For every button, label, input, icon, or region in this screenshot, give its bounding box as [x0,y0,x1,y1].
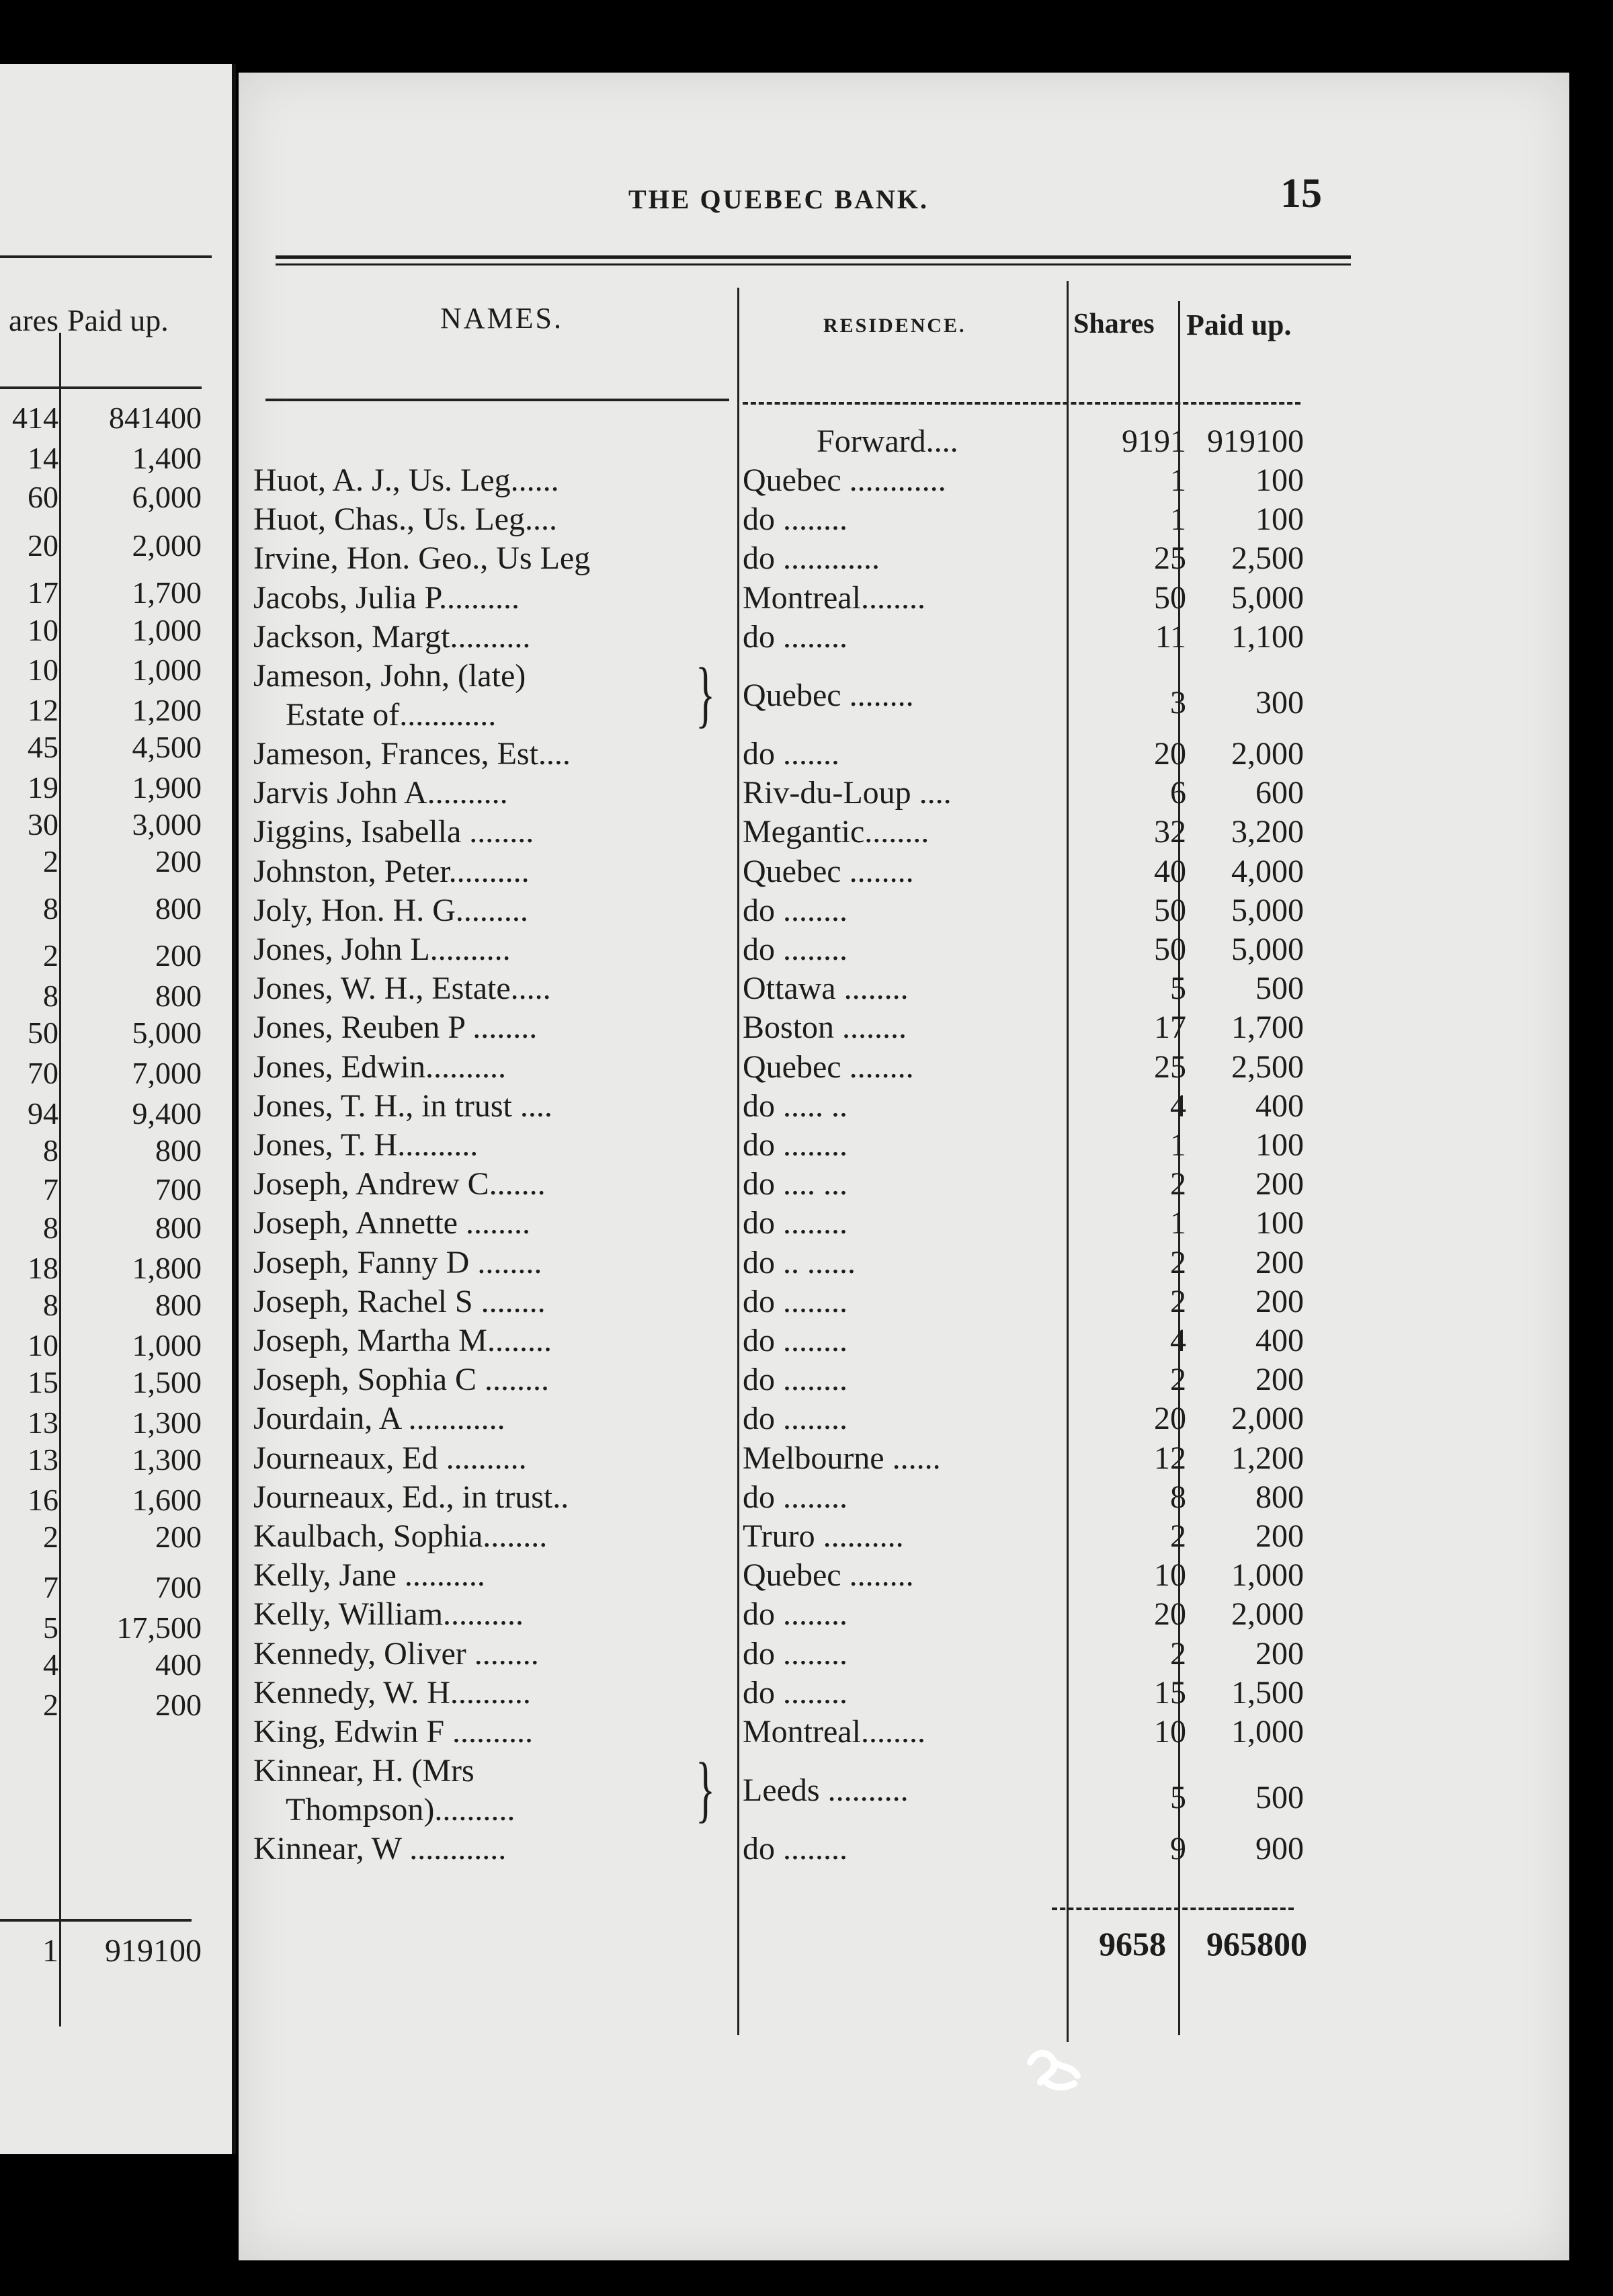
header-rule-bottom [276,263,1351,265]
left-page-row [0,575,202,614]
brace: } [696,653,716,735]
shares-value: 5 [1170,1780,1186,1816]
shares-value: 50 [1154,932,1186,967]
ledger-row [239,1204,1569,1243]
paid-up-value: 2,000 [1231,1401,1304,1437]
left-page-row [0,1519,202,1558]
left-row-shares: 16 [28,1483,58,1517]
shares-value: 2 [1170,1635,1186,1672]
shareholder-name: Jarvis John A.......... [253,775,508,811]
shares-value: 1 [1170,501,1186,538]
forward-paid: 919100 [1207,423,1304,459]
left-row-shares: 60 [28,480,58,514]
paid-up-value: 600 [1255,775,1304,811]
ledger-row [239,852,1569,891]
shareholder-name: Huot, A. J., Us. Leg...... [253,462,559,498]
left-page-row [0,1647,202,1686]
left-row-shares: 10 [28,653,58,687]
residence: do ........ [743,892,847,928]
left-row-shares: 13 [28,1405,58,1440]
left-row-shares: 14 [28,441,58,475]
total-rule [0,1919,192,1922]
left-row-paid: 7,000 [132,1056,202,1090]
shares-value: 2 [1170,1362,1186,1398]
paid-up-value: 1,200 [1231,1440,1304,1476]
residence: do ............ [743,540,880,577]
residence: do ........ [743,1479,847,1515]
left-page-row [0,844,202,883]
residence: Montreal........ [743,1714,925,1750]
ink-smudge [1024,2042,1084,2096]
left-row-paid: 5,000 [132,1016,202,1050]
residence: do ........ [743,1635,847,1672]
left-row-paid: 1,600 [132,1483,202,1517]
shares-value: 9 [1170,1831,1186,1867]
shareholder-name: Jameson, John, (late) [253,658,526,694]
left-page-row [0,891,202,930]
paid-up-value: 1,500 [1231,1674,1304,1711]
shares-value: 5 [1170,971,1186,1007]
total-paid: 965800 [1206,1925,1307,1963]
ledger-row [239,500,1569,539]
residence: do ........ [743,501,847,538]
left-page-row [0,1482,202,1521]
left-row-paid: 800 [155,979,202,1013]
shares-value: 50 [1154,892,1186,928]
ledger-row [239,1635,1569,1674]
left-row-paid: 841400 [109,401,202,435]
shares-value: 1 [1170,1205,1186,1241]
ledger-row [239,891,1569,930]
paid-up-value: 300 [1255,685,1304,721]
residence: Leeds .......... [743,1772,909,1809]
ledger-row [239,579,1569,618]
left-page-row [0,440,202,479]
ledger-row [239,1008,1569,1047]
left-page-row [0,692,202,731]
ledger-row [239,1165,1569,1204]
shareholder-name: Jameson, Frances, Est.... [253,736,571,772]
shares-value: 25 [1154,540,1186,577]
left-row-shares: 7 [43,1570,58,1604]
residence: Quebec ........ [743,678,914,713]
residence-column-header: RESIDENCE. [823,315,966,337]
ledger-row [239,1478,1569,1517]
shares-value: 2 [1170,1518,1186,1554]
paid-up-value: 400 [1255,1088,1304,1124]
residence: Melbourne ...... [743,1440,941,1476]
left-page-row [0,770,202,809]
left-row-shares: 17 [28,575,58,610]
paid-up-value: 900 [1255,1831,1304,1867]
residence: Quebec ........ [743,1557,914,1594]
header-rule-top [276,255,1351,259]
names-column-header: NAMES. [440,302,564,335]
shares-value: 20 [1154,1401,1186,1437]
left-page-row [0,1364,202,1403]
shareholder-name: King, Edwin F .......... [253,1714,534,1750]
paid-up-value: 100 [1255,1205,1304,1241]
ledger-row [239,735,1569,774]
left-row-shares: 10 [28,613,58,647]
shares-header: ares [8,303,58,337]
left-page-row [0,1055,202,1094]
ledger-row [239,1556,1569,1595]
left-row-paid: 1,800 [132,1251,202,1285]
left-page-row [0,1133,202,1172]
left-row-paid: 4,500 [132,730,202,764]
shareholder-name: Kelly, William.......... [253,1596,524,1633]
left-row-shares: 12 [28,693,58,727]
residence: do ........ [743,932,847,967]
previous-page-strip [0,64,236,2154]
ledger-row [239,1674,1569,1713]
ledger-page [239,73,1569,2260]
paid-up-value: 200 [1255,1283,1304,1319]
left-row-paid: 9,400 [132,1096,202,1131]
residence: Ottawa ........ [743,971,909,1007]
residence: do ........ [743,1127,847,1163]
shares-value: 10 [1154,1557,1186,1594]
left-row-paid: 2,000 [132,528,202,563]
left-row-shares: 414 [12,401,58,435]
total-shares: 9658 [1099,1925,1166,1963]
left-page-row [0,1687,202,1726]
left-row-paid: 700 [155,1172,202,1206]
shareholder-name: Jones, Reuben P ........ [253,1010,538,1046]
left-row-paid: 1,200 [132,693,202,727]
shareholder-name-continued: Estate of............ [286,697,497,733]
residence-header-underline [743,402,1300,405]
left-page-row [0,1172,202,1211]
shares-value: 6 [1170,775,1186,811]
ledger-row [239,1748,1569,1830]
left-row-paid: 200 [155,844,202,878]
shares-value: 4 [1170,1088,1186,1124]
left-row-shares: 18 [28,1251,58,1285]
ledger-row [239,930,1569,969]
paid-up-value: 200 [1255,1166,1304,1202]
shares-value: 25 [1154,1049,1186,1085]
paid-up-value: 500 [1255,1780,1304,1816]
left-row-shares: 13 [28,1442,58,1477]
ledger-row [239,1399,1569,1438]
shareholder-name: Jones, John L.......... [253,932,511,967]
shareholder-name-continued: Thompson).......... [286,1792,515,1828]
paid-up-value: 5,000 [1231,892,1304,928]
shares-value: 17 [1154,1010,1186,1046]
left-row-shares: 8 [43,1211,58,1245]
residence: do ..... .. [743,1088,847,1124]
left-row-shares: 94 [28,1096,58,1131]
left-row-shares: 8 [43,979,58,1013]
residence: Quebec ............ [743,462,946,498]
left-row-paid: 17,500 [116,1610,202,1645]
shareholder-name: Kinnear, H. (Mrs [253,1753,474,1789]
paid-up-column-header: Paid up. [1186,309,1292,341]
residence: do ........ [743,1831,847,1867]
left-row-paid: 400 [155,1647,202,1682]
shares-value: 2 [1170,1283,1186,1319]
residence: do ........ [743,1674,847,1711]
residence: do ........ [743,1362,847,1398]
paid-up-value: 100 [1255,1127,1304,1163]
residence: Montreal........ [743,579,925,616]
paid-up-value: 1,000 [1231,1557,1304,1594]
paid-up-value: 2,500 [1231,540,1304,577]
left-page-row [0,400,202,439]
residence: do ........ [743,1596,847,1633]
paid-up-value: 200 [1255,1362,1304,1398]
ledger-row [239,1595,1569,1634]
left-row-paid: 1,000 [132,653,202,687]
shares-value: 40 [1154,853,1186,889]
left-row-shares: 4 [43,1647,58,1682]
shareholder-name: Johnston, Peter.......... [253,853,530,889]
shares-value: 20 [1154,1596,1186,1633]
paid-up-value: 1,000 [1231,1714,1304,1750]
shares-column-header: Shares [1073,309,1155,339]
residence: Boston ........ [743,1010,907,1046]
shareholder-name: Joseph, Fanny D ........ [253,1244,542,1280]
left-row-shares: 5 [43,1610,58,1645]
left-row-shares: 19 [28,770,58,805]
paid-up-value: 800 [1255,1479,1304,1515]
left-row-paid: 200 [155,938,202,973]
shareholder-name: Joseph, Annette ........ [253,1205,530,1241]
shareholder-name: Jones, T. H., in trust .... [253,1088,552,1124]
left-row-paid: 200 [155,1520,202,1554]
paid-up-value: 100 [1255,462,1304,498]
shareholder-name: Joseph, Rachel S ........ [253,1283,546,1319]
paid-up-value: 5,000 [1231,579,1304,616]
shareholder-name: Jackson, Margt.......... [253,618,531,655]
left-row-shares: 20 [28,528,58,563]
shareholder-name: Irvine, Hon. Geo., Us Leg [253,540,591,577]
ledger-row [239,1048,1569,1087]
shares-value: 15 [1154,1674,1186,1711]
shareholder-name: Journeaux, Ed., in trust.. [253,1479,569,1515]
shares-value: 11 [1155,618,1186,655]
left-page-row [0,978,202,1017]
left-row-shares: 8 [43,891,58,926]
left-row-paid: 1,300 [132,1405,202,1440]
running-head: THE QUEBEC BANK. [628,184,929,214]
ledger-row [239,1243,1569,1282]
left-row-paid: 1,500 [132,1365,202,1399]
left-row-shares: 30 [28,807,58,842]
shareholder-name: Kelly, Jane .......... [253,1557,485,1594]
residence: do ....... [743,736,839,772]
ledger-row [239,539,1569,578]
left-page-row [0,1442,202,1481]
shareholder-name: Kennedy, W. H.......... [253,1674,531,1711]
shares-value: 8 [1170,1479,1186,1515]
left-row-paid: 200 [155,1688,202,1722]
residence: Megantic........ [743,814,929,850]
residence: Quebec ........ [743,1049,914,1085]
paid-up-value: 1,100 [1231,618,1304,655]
left-row-shares: 2 [43,844,58,878]
paid-up-value: 3,200 [1231,814,1304,850]
paid-up-value: 4,000 [1231,853,1304,889]
left-row-paid: 800 [155,891,202,926]
left-page-row [0,807,202,846]
ledger-row [239,813,1569,852]
left-page-row [0,1287,202,1326]
shareholder-name: Joseph, Martha M........ [253,1323,552,1358]
shareholder-name: Kaulbach, Sophia........ [253,1518,548,1554]
left-row-paid: 1,000 [132,1328,202,1362]
ledger-row [239,774,1569,813]
shares-value: 10 [1154,1714,1186,1750]
paid-up-value: 5,000 [1231,932,1304,967]
names-header-underline [265,399,729,401]
shares-value: 12 [1154,1440,1186,1476]
left-row-paid: 1,400 [132,441,202,475]
left-row-paid: 800 [155,1211,202,1245]
left-page-row [0,1250,202,1289]
left-row-paid: 1,300 [132,1442,202,1477]
page-number: 15 [1280,171,1322,216]
ledger-row [239,1282,1569,1321]
paid-up-value: 200 [1255,1244,1304,1280]
left-page-row [0,1405,202,1444]
residence: Truro .......... [743,1518,904,1554]
left-page-row [0,1015,202,1054]
shares-value: 1 [1170,1127,1186,1163]
paid-up-value: 200 [1255,1518,1304,1554]
shareholder-name: Journeaux, Ed .......... [253,1440,527,1476]
left-page-row [0,1327,202,1366]
paid-up-value: 1,700 [1231,1010,1304,1046]
left-total-shares: 1 [42,1933,58,1969]
shares-value: 4 [1170,1323,1186,1358]
forward-shares: 9191 [1122,423,1186,459]
column-rule [0,386,202,389]
paid-up-value: 100 [1255,501,1304,538]
header-rule [0,255,212,258]
left-row-shares: 8 [43,1133,58,1167]
residence: do .... ... [743,1166,847,1202]
left-page-row [0,612,202,651]
shares-value: 2 [1170,1166,1186,1202]
residence: Riv-du-Loup .... [743,775,952,811]
paid-up-header: Paid up. [67,303,169,337]
residence: do ........ [743,1283,847,1319]
shareholder-name: Jones, Edwin.......... [253,1049,506,1085]
left-row-shares: 2 [43,938,58,973]
left-page-row [0,1610,202,1649]
left-row-paid: 700 [155,1570,202,1604]
left-page-row [0,938,202,977]
shareholder-name: Jones, T. H.......... [253,1127,479,1163]
paid-up-value: 2,500 [1231,1049,1304,1085]
residence: do ........ [743,1205,847,1241]
left-row-paid: 800 [155,1288,202,1322]
left-row-shares: 8 [43,1288,58,1322]
shareholder-name: Jiggins, Isabella ........ [253,814,534,850]
ledger-row [239,653,1569,735]
left-row-shares: 45 [28,730,58,764]
left-row-shares: 70 [28,1056,58,1090]
shares-value: 32 [1154,814,1186,850]
shares-value: 3 [1170,685,1186,721]
left-page-row [0,1569,202,1608]
paid-up-value: 400 [1255,1323,1304,1358]
residence: do ........ [743,1401,847,1437]
left-total-paid: 919100 [105,1933,202,1969]
shares-value: 2 [1170,1244,1186,1280]
left-page-row [0,729,202,768]
ledger-row [239,1713,1569,1752]
left-page-row [0,652,202,691]
paid-up-value: 2,000 [1231,736,1304,772]
shareholder-name: Jourdain, A ............ [253,1401,505,1437]
left-row-shares: 7 [43,1172,58,1206]
paid-up-value: 200 [1255,1635,1304,1672]
ledger-row [239,1126,1569,1165]
shareholder-name: Joly, Hon. H. G......... [253,892,528,928]
ledger-row [239,618,1569,657]
residence: do .. ...... [743,1244,856,1280]
shareholder-name: Huot, Chas., Us. Leg.... [253,501,557,538]
ledger-row [239,1517,1569,1556]
shares-value: 50 [1154,579,1186,616]
ledger-row [239,1830,1569,1869]
left-row-paid: 1,000 [132,613,202,647]
ledger-row [239,969,1569,1008]
left-row-paid: 6,000 [132,480,202,514]
left-row-paid: 800 [155,1133,202,1167]
shares-value: 1 [1170,462,1186,498]
ledger-row [239,461,1569,500]
paid-up-value: 500 [1255,971,1304,1007]
left-row-paid: 1,700 [132,575,202,610]
shareholder-name: Joseph, Andrew C....... [253,1166,546,1202]
left-row-paid: 1,900 [132,770,202,805]
shares-value: 20 [1154,736,1186,772]
left-page-row [0,1096,202,1135]
shareholder-name: Kennedy, Oliver ........ [253,1635,539,1672]
residence: Quebec ........ [743,853,914,889]
shareholder-name: Jacobs, Julia P.......... [253,579,520,616]
forward-label: Forward.... [817,423,958,459]
left-row-shares: 2 [43,1688,58,1722]
left-page-row [0,1210,202,1249]
total-rule [1052,1908,1294,1910]
shareholder-name: Kinnear, W ............ [253,1831,507,1867]
shareholder-name: Jones, W. H., Estate..... [253,971,551,1007]
paid-up-value: 2,000 [1231,1596,1304,1633]
left-row-shares: 10 [28,1328,58,1362]
ledger-row [239,1439,1569,1478]
left-page-row [0,528,202,567]
residence: do ........ [743,618,847,655]
brace: } [696,1748,716,1830]
ledger-row [239,1321,1569,1360]
left-row-shares: 15 [28,1365,58,1399]
left-row-paid: 3,000 [132,807,202,842]
ledger-row [239,1087,1569,1126]
ledger-row [239,1360,1569,1399]
left-page-row [0,479,202,518]
residence: do ........ [743,1323,847,1358]
shareholder-name: Joseph, Sophia C ........ [253,1362,550,1398]
left-row-shares: 2 [43,1520,58,1554]
left-row-shares: 50 [28,1016,58,1050]
